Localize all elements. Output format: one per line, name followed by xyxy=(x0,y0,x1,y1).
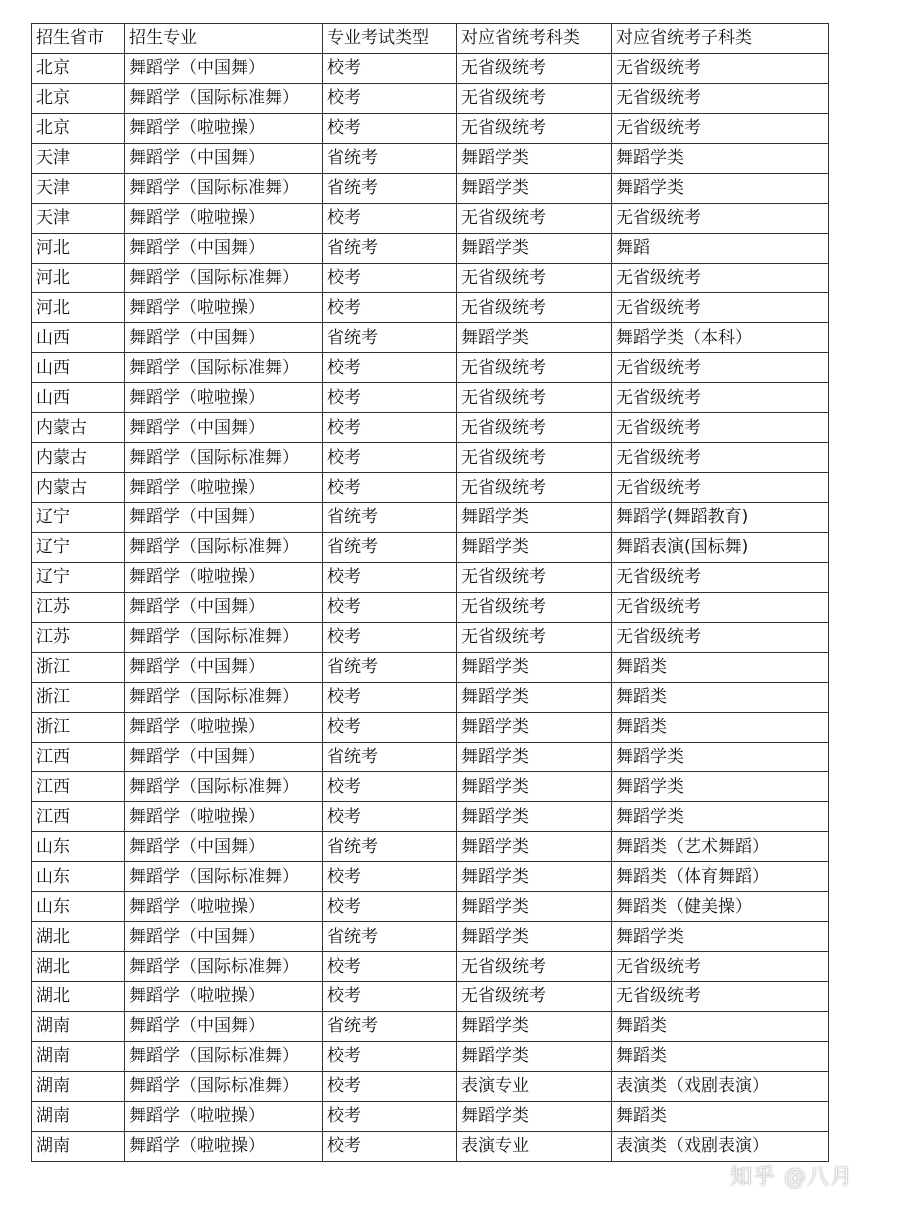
cell-exam-type: 校考 xyxy=(323,802,457,832)
cell-province: 江苏 xyxy=(32,622,125,652)
cell-major: 舞蹈学（中国舞） xyxy=(125,413,323,443)
cell-province: 山东 xyxy=(32,832,125,862)
cell-exam-type: 校考 xyxy=(323,622,457,652)
cell-category: 舞蹈学类 xyxy=(457,503,612,533)
cell-exam-type: 校考 xyxy=(323,293,457,323)
cell-exam-type: 校考 xyxy=(323,1131,457,1161)
cell-category: 舞蹈学类 xyxy=(457,652,612,682)
cell-category: 无省级统考 xyxy=(457,562,612,592)
table-row xyxy=(32,562,829,592)
cell-major: 舞蹈学（啦啦操） xyxy=(125,383,323,413)
cell-exam-type: 校考 xyxy=(323,952,457,982)
cell-exam-type: 省统考 xyxy=(323,532,457,562)
cell-province: 浙江 xyxy=(32,712,125,742)
cell-province: 山西 xyxy=(32,353,125,383)
table-row xyxy=(32,532,829,562)
cell-exam-type: 校考 xyxy=(323,443,457,473)
cell-subcategory: 无省级统考 xyxy=(612,53,829,83)
header-exam-type: 专业考试类型 xyxy=(323,24,457,54)
table-row xyxy=(32,113,829,143)
cell-province: 北京 xyxy=(32,83,125,113)
cell-exam-type: 省统考 xyxy=(323,323,457,353)
table-row xyxy=(32,263,829,293)
cell-major: 舞蹈学（啦啦操） xyxy=(125,712,323,742)
cell-subcategory: 舞蹈学类 xyxy=(612,742,829,772)
cell-major: 舞蹈学（国际标准舞） xyxy=(125,263,323,293)
cell-exam-type: 校考 xyxy=(323,473,457,503)
cell-exam-type: 校考 xyxy=(323,353,457,383)
cell-major: 舞蹈学（国际标准舞） xyxy=(125,353,323,383)
cell-exam-type: 省统考 xyxy=(323,652,457,682)
cell-major: 舞蹈学（啦啦操） xyxy=(125,473,323,503)
cell-exam-type: 校考 xyxy=(323,263,457,293)
cell-major: 舞蹈学（国际标准舞） xyxy=(125,952,323,982)
cell-exam-type: 校考 xyxy=(323,862,457,892)
cell-exam-type: 校考 xyxy=(323,772,457,802)
cell-subcategory: 无省级统考 xyxy=(612,592,829,622)
cell-category: 无省级统考 xyxy=(457,592,612,622)
cell-exam-type: 省统考 xyxy=(323,173,457,203)
cell-exam-type: 校考 xyxy=(323,712,457,742)
cell-category: 舞蹈学类 xyxy=(457,892,612,922)
cell-exam-type: 校考 xyxy=(323,982,457,1012)
cell-subcategory: 无省级统考 xyxy=(612,443,829,473)
cell-category: 舞蹈学类 xyxy=(457,143,612,173)
cell-subcategory: 无省级统考 xyxy=(612,982,829,1012)
table-row xyxy=(32,383,829,413)
cell-province: 内蒙古 xyxy=(32,443,125,473)
cell-category: 舞蹈学类 xyxy=(457,682,612,712)
cell-category: 无省级统考 xyxy=(457,443,612,473)
cell-major: 舞蹈学（国际标准舞） xyxy=(125,1071,323,1101)
table-row xyxy=(32,682,829,712)
cell-province: 江苏 xyxy=(32,592,125,622)
cell-category: 舞蹈学类 xyxy=(457,802,612,832)
cell-subcategory: 无省级统考 xyxy=(612,83,829,113)
table-row xyxy=(32,832,829,862)
cell-major: 舞蹈学（国际标准舞） xyxy=(125,83,323,113)
cell-subcategory: 无省级统考 xyxy=(612,353,829,383)
cell-province: 山东 xyxy=(32,892,125,922)
cell-province: 辽宁 xyxy=(32,503,125,533)
cell-subcategory: 表演类（戏剧表演） xyxy=(612,1071,829,1101)
cell-subcategory: 舞蹈学(舞蹈教育) xyxy=(612,503,829,533)
cell-province: 湖北 xyxy=(32,922,125,952)
table-row xyxy=(32,323,829,353)
table-row xyxy=(32,143,829,173)
cell-category: 舞蹈学类 xyxy=(457,772,612,802)
cell-province: 湖南 xyxy=(32,1011,125,1041)
cell-major: 舞蹈学（国际标准舞） xyxy=(125,682,323,712)
cell-major: 舞蹈学（国际标准舞） xyxy=(125,443,323,473)
cell-category: 表演专业 xyxy=(457,1071,612,1101)
cell-category: 无省级统考 xyxy=(457,113,612,143)
cell-subcategory: 无省级统考 xyxy=(612,562,829,592)
cell-subcategory: 舞蹈类（体育舞蹈） xyxy=(612,862,829,892)
cell-subcategory: 舞蹈学类 xyxy=(612,772,829,802)
table-row xyxy=(32,1131,829,1161)
cell-exam-type: 校考 xyxy=(323,892,457,922)
cell-exam-type: 校考 xyxy=(323,1101,457,1131)
header-province: 招生省市 xyxy=(32,24,125,54)
cell-subcategory: 无省级统考 xyxy=(612,383,829,413)
cell-subcategory: 舞蹈类 xyxy=(612,1101,829,1131)
cell-category: 无省级统考 xyxy=(457,622,612,652)
cell-subcategory: 舞蹈学类（本科） xyxy=(612,323,829,353)
table-row xyxy=(32,503,829,533)
table-row xyxy=(32,802,829,832)
cell-major: 舞蹈学（中国舞） xyxy=(125,592,323,622)
cell-exam-type: 省统考 xyxy=(323,233,457,263)
cell-major: 舞蹈学（啦啦操） xyxy=(125,1131,323,1161)
cell-category: 无省级统考 xyxy=(457,263,612,293)
cell-major: 舞蹈学（中国舞） xyxy=(125,742,323,772)
table-row xyxy=(32,772,829,802)
cell-province: 内蒙古 xyxy=(32,413,125,443)
cell-province: 山东 xyxy=(32,862,125,892)
cell-province: 湖南 xyxy=(32,1101,125,1131)
cell-province: 江西 xyxy=(32,772,125,802)
cell-province: 河北 xyxy=(32,293,125,323)
cell-category: 无省级统考 xyxy=(457,83,612,113)
cell-exam-type: 省统考 xyxy=(323,1011,457,1041)
cell-subcategory: 无省级统考 xyxy=(612,952,829,982)
cell-province: 河北 xyxy=(32,263,125,293)
cell-subcategory: 舞蹈类（艺术舞蹈） xyxy=(612,832,829,862)
cell-major: 舞蹈学（啦啦操） xyxy=(125,113,323,143)
table-body xyxy=(32,53,829,1161)
cell-major: 舞蹈学（啦啦操） xyxy=(125,802,323,832)
cell-province: 江西 xyxy=(32,742,125,772)
cell-major: 舞蹈学（国际标准舞） xyxy=(125,532,323,562)
cell-province: 河北 xyxy=(32,233,125,263)
cell-province: 浙江 xyxy=(32,682,125,712)
cell-province: 湖南 xyxy=(32,1131,125,1161)
cell-exam-type: 校考 xyxy=(323,682,457,712)
cell-subcategory: 舞蹈类 xyxy=(612,1011,829,1041)
cell-exam-type: 省统考 xyxy=(323,742,457,772)
table-row xyxy=(32,293,829,323)
cell-category: 舞蹈学类 xyxy=(457,1011,612,1041)
cell-category: 无省级统考 xyxy=(457,473,612,503)
cell-category: 舞蹈学类 xyxy=(457,712,612,742)
table-row xyxy=(32,652,829,682)
cell-subcategory: 无省级统考 xyxy=(612,113,829,143)
cell-exam-type: 省统考 xyxy=(323,922,457,952)
watermark: 知乎 @八月 xyxy=(730,1165,853,1190)
cell-province: 山西 xyxy=(32,323,125,353)
cell-exam-type: 校考 xyxy=(323,562,457,592)
cell-major: 舞蹈学（中国舞） xyxy=(125,1011,323,1041)
cell-category: 无省级统考 xyxy=(457,53,612,83)
table-row xyxy=(32,173,829,203)
cell-category: 无省级统考 xyxy=(457,203,612,233)
header-row xyxy=(32,24,829,54)
cell-category: 舞蹈学类 xyxy=(457,173,612,203)
cell-category: 舞蹈学类 xyxy=(457,742,612,772)
cell-category: 舞蹈学类 xyxy=(457,233,612,263)
cell-subcategory: 舞蹈学类 xyxy=(612,143,829,173)
table-row xyxy=(32,443,829,473)
cell-category: 舞蹈学类 xyxy=(457,832,612,862)
cell-exam-type: 校考 xyxy=(323,83,457,113)
cell-exam-type: 校考 xyxy=(323,113,457,143)
cell-exam-type: 省统考 xyxy=(323,832,457,862)
cell-province: 内蒙古 xyxy=(32,473,125,503)
header-subcategory: 对应省统考子科类 xyxy=(612,24,829,54)
table-row xyxy=(32,592,829,622)
cell-exam-type: 省统考 xyxy=(323,143,457,173)
cell-subcategory: 舞蹈类 xyxy=(612,712,829,742)
cell-major: 舞蹈学（中国舞） xyxy=(125,233,323,263)
cell-province: 天津 xyxy=(32,143,125,173)
cell-major: 舞蹈学（中国舞） xyxy=(125,323,323,353)
cell-exam-type: 校考 xyxy=(323,203,457,233)
cell-major: 舞蹈学（啦啦操） xyxy=(125,293,323,323)
table-row xyxy=(32,53,829,83)
cell-major: 舞蹈学（国际标准舞） xyxy=(125,173,323,203)
table-row xyxy=(32,1071,829,1101)
table-row xyxy=(32,892,829,922)
cell-exam-type: 校考 xyxy=(323,53,457,83)
cell-province: 北京 xyxy=(32,53,125,83)
cell-major: 舞蹈学（国际标准舞） xyxy=(125,622,323,652)
cell-exam-type: 省统考 xyxy=(323,503,457,533)
table-row xyxy=(32,1101,829,1131)
header-category: 对应省统考科类 xyxy=(457,24,612,54)
cell-province: 湖北 xyxy=(32,952,125,982)
cell-major: 舞蹈学（中国舞） xyxy=(125,922,323,952)
cell-province: 湖南 xyxy=(32,1041,125,1071)
cell-subcategory: 舞蹈学类 xyxy=(612,802,829,832)
cell-subcategory: 舞蹈 xyxy=(612,233,829,263)
table-row xyxy=(32,952,829,982)
cell-subcategory: 舞蹈类 xyxy=(612,652,829,682)
cell-category: 无省级统考 xyxy=(457,952,612,982)
cell-province: 浙江 xyxy=(32,652,125,682)
cell-exam-type: 校考 xyxy=(323,383,457,413)
table-row xyxy=(32,233,829,263)
admissions-table xyxy=(31,23,829,1162)
cell-subcategory: 舞蹈学类 xyxy=(612,173,829,203)
cell-major: 舞蹈学（中国舞） xyxy=(125,53,323,83)
cell-major: 舞蹈学（国际标准舞） xyxy=(125,772,323,802)
cell-major: 舞蹈学（啦啦操） xyxy=(125,982,323,1012)
table-row xyxy=(32,862,829,892)
table-row xyxy=(32,1041,829,1071)
cell-subcategory: 无省级统考 xyxy=(612,413,829,443)
table-row xyxy=(32,203,829,233)
cell-category: 舞蹈学类 xyxy=(457,862,612,892)
cell-province: 江西 xyxy=(32,802,125,832)
cell-category: 表演专业 xyxy=(457,1131,612,1161)
table-row xyxy=(32,473,829,503)
cell-major: 舞蹈学（中国舞） xyxy=(125,143,323,173)
cell-province: 北京 xyxy=(32,113,125,143)
cell-subcategory: 无省级统考 xyxy=(612,263,829,293)
cell-category: 舞蹈学类 xyxy=(457,1101,612,1131)
cell-category: 舞蹈学类 xyxy=(457,1041,612,1071)
table-row xyxy=(32,413,829,443)
cell-province: 湖北 xyxy=(32,982,125,1012)
cell-subcategory: 舞蹈学类 xyxy=(612,922,829,952)
cell-exam-type: 校考 xyxy=(323,1071,457,1101)
cell-category: 无省级统考 xyxy=(457,353,612,383)
cell-category: 无省级统考 xyxy=(457,413,612,443)
cell-category: 舞蹈学类 xyxy=(457,532,612,562)
cell-province: 天津 xyxy=(32,203,125,233)
table-row xyxy=(32,1011,829,1041)
cell-province: 辽宁 xyxy=(32,562,125,592)
cell-category: 无省级统考 xyxy=(457,383,612,413)
cell-major: 舞蹈学（啦啦操） xyxy=(125,203,323,233)
cell-major: 舞蹈学（中国舞） xyxy=(125,832,323,862)
cell-major: 舞蹈学（中国舞） xyxy=(125,503,323,533)
cell-subcategory: 无省级统考 xyxy=(612,622,829,652)
cell-major: 舞蹈学（国际标准舞） xyxy=(125,862,323,892)
cell-category: 无省级统考 xyxy=(457,293,612,323)
table-row xyxy=(32,83,829,113)
cell-major: 舞蹈学（啦啦操） xyxy=(125,1101,323,1131)
cell-major: 舞蹈学（啦啦操） xyxy=(125,562,323,592)
header-major: 招生专业 xyxy=(125,24,323,54)
cell-subcategory: 无省级统考 xyxy=(612,473,829,503)
cell-category: 舞蹈学类 xyxy=(457,922,612,952)
cell-province: 山西 xyxy=(32,383,125,413)
table-row xyxy=(32,982,829,1012)
table-row xyxy=(32,922,829,952)
cell-subcategory: 表演类（戏剧表演） xyxy=(612,1131,829,1161)
cell-province: 湖南 xyxy=(32,1071,125,1101)
cell-category: 无省级统考 xyxy=(457,982,612,1012)
cell-subcategory: 无省级统考 xyxy=(612,203,829,233)
cell-subcategory: 舞蹈类 xyxy=(612,682,829,712)
cell-subcategory: 无省级统考 xyxy=(612,293,829,323)
table-row xyxy=(32,353,829,383)
cell-exam-type: 校考 xyxy=(323,1041,457,1071)
table-row xyxy=(32,742,829,772)
cell-exam-type: 校考 xyxy=(323,413,457,443)
cell-major: 舞蹈学（国际标准舞） xyxy=(125,1041,323,1071)
cell-subcategory: 舞蹈类 xyxy=(612,1041,829,1071)
cell-subcategory: 舞蹈类（健美操） xyxy=(612,892,829,922)
cell-province: 辽宁 xyxy=(32,532,125,562)
table-row xyxy=(32,712,829,742)
cell-category: 舞蹈学类 xyxy=(457,323,612,353)
cell-major: 舞蹈学（中国舞） xyxy=(125,652,323,682)
table-row xyxy=(32,622,829,652)
cell-exam-type: 校考 xyxy=(323,592,457,622)
cell-major: 舞蹈学（啦啦操） xyxy=(125,892,323,922)
cell-province: 天津 xyxy=(32,173,125,203)
cell-subcategory: 舞蹈表演(国标舞) xyxy=(612,532,829,562)
